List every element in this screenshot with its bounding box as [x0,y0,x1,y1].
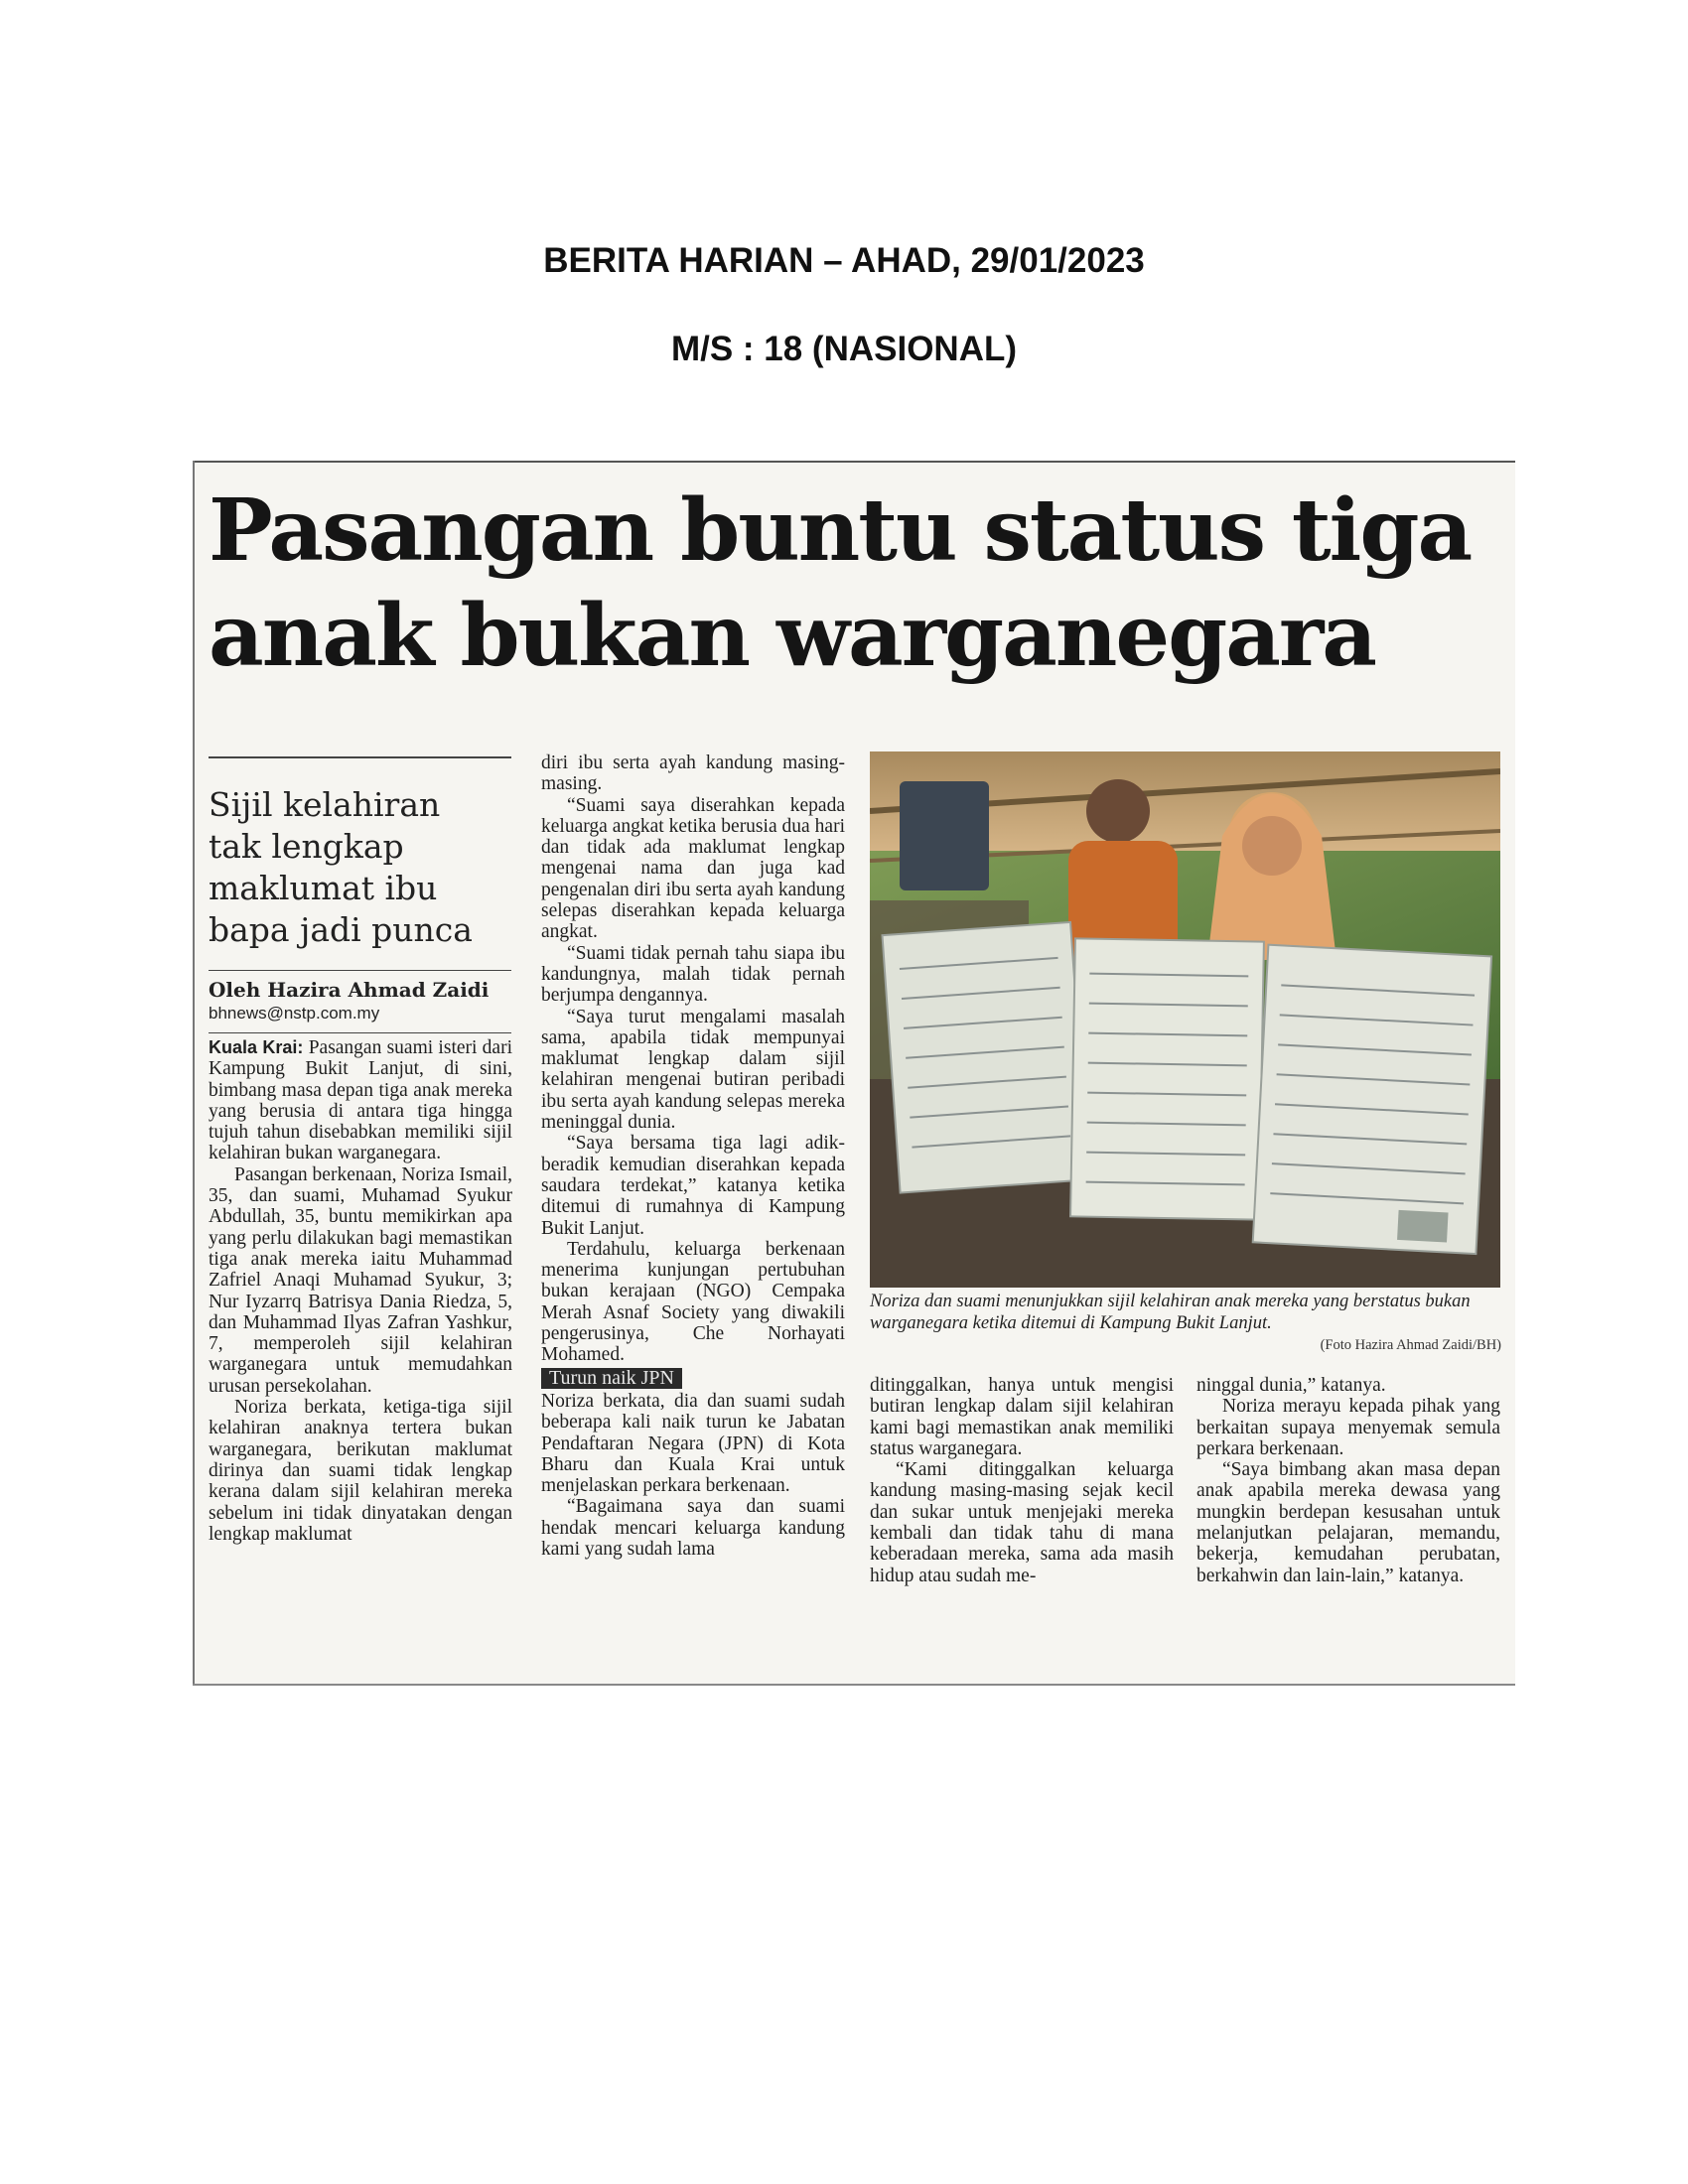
section-subhead: Turun naik JPN [541,1368,682,1389]
col2-paragraph-5: Terdahulu, keluarga berkenaan menerima kunjungan pertubuhan bukan kerajaan (NGO) Cempaka Merah Asnaf Society yang diwakili pengerusinya, Che Norhayati Mohamed. [541,1238,845,1366]
photo-illustration [870,751,1500,1288]
col3-paragraph-0: ditinggalkan, hanya untuk mengisi butiran lengkap dalam sijil kelahiran kami bagi memastikan anak memiliki status warganegara. [870,1375,1174,1459]
clipping-left-border [193,461,195,1684]
col2-paragraph-1: “Suami saya diserahkan kepada keluarga angkat ketika berusia dua hari dan tidak ada maklumat lengkap mengenai nama dan juga kad pengenalan diri ibu serta ayah kandung selepas diserahkan kepada keluarga angkat. [541,794,845,943]
article-column-4 [1196,1375,1500,1586]
article-column-2 [541,752,845,1560]
article-column-3 [870,1375,1174,1586]
dateline: Kuala Krai: [209,1037,304,1057]
col4-paragraph-2: “Saya bimbang akan masa depan anak apabila mereka dewasa yang mungkin berdepan kesusahan untuk melanjutkan pelajaran, memandu, bekerja, kemudahan perubatan, berkahwin dan lain-lain,” katanya. [1196,1459,1500,1586]
col1-paragraph-3: Noriza berkata, ketiga-tiga sijil kelahiran anaknya tertera bukan warganegara, berikutan maklumat dirinya dan suami tidak lengkap kerana dalam sijil kelahiran mereka sebelum ini tidak dinyatakan dengan lengkap maklumat [209,1397,512,1545]
column-top-rule [209,1032,511,1033]
photo-caption: Noriza dan suami menunjukkan sijil kelahiran anak mereka yang berstatus bukan warganegara ketika ditemui di Kampung Bukit Lanjut. [870,1292,1471,1333]
article-headline: Pasangan buntu status tiga anak bukan warganegara [209,480,1472,686]
col1-paragraph-2: Pasangan berkenaan, Noriza Ismail, 35, dan suami, Muhamad Syukur Abdullah, 35, buntu memikirkan apa yang perlu dilakukan bagi memastikan tiga anak mereka iaitu Muhammad Zafriel Anaqi Muhamad Syukur, 3; Nur Iyzarrq Batrisya Dania Riedza, 5, dan Muhammad Ilyas Zafran Yashkur, 7, memperoleh sijil kelahiran warganegara untuk memudahkan urusan persekolahan. [209,1163,512,1397]
col2-paragraph-2: “Suami tidak pernah tahu siapa ibu kandungnya, malah tidak pernah berjumpa dengannya. [541,942,845,1007]
author-email: bhnews@nstp.com.my [209,1004,380,1023]
col4-paragraph-0: ninggal dunia,” katanya. [1196,1375,1386,1396]
col1-paragraph-1: Pasangan suami isteri dari Kampung Bukit Lanjut, di sini, bimbang masa depan tiga anak mereka yang berusia di antara tiga hingga tujuh tahun disebabkan memiliki sijil kelahiran bukan warganegara. [209,1037,513,1164]
col2-paragraph-3: “Saya turut mengalami masalah sama, apabila tidak mempunyai maklumat lengkap dalam sijil kelahiran mengenai butiran peribadi ibu serta ayah kandung selepas mereka meninggal dunia. [541,1006,845,1134]
page-header-title: BERITA HARIAN – AHAD, 29/01/2023 [543,241,1145,280]
article-photo [870,751,1500,1288]
byline-rule [209,970,511,971]
col2-paragraph-0: diri ibu serta ayah kandung masing-masing. [541,752,845,795]
photo-credit: (Foto Hazira Ahmad Zaidi/BH) [1320,1337,1501,1353]
article-kicker: Sijil kelahiran tak lengkap maklumat ibu bapa jadi punca [209,785,473,949]
col3-paragraph-1: “Kami ditinggalkan keluarga kandung masing-masing sejak kecil dan sukar untuk menjejaki mereka kembali dan tidak tahu di mana keberadaan mereka, sama ada masih hidup atau sudah me- [870,1459,1174,1586]
col2-paragraph-7: “Bagaimana saya dan suami hendak mencari keluarga kandung kami yang sudah lama [541,1496,845,1560]
col2-paragraph-6: Noriza berkata, dia dan suami sudah beberapa kali naik turun ke Jabatan Pendaftaran Negara (JPN) di Kota Bharu dan Kuala Krai untuk menjelaskan perkara berkenaan. [541,1390,845,1497]
col2-paragraph-4: “Saya bersama tiga lagi adik-beradik kemudian diserahkan kepada saudara terdekat,” katanya ketika ditemui di rumahnya di Kampung Bukit Lanjut. [541,1133,845,1239]
page-header-subtitle: M/S : 18 (NASIONAL) [670,330,1018,368]
col4-paragraph-1: Noriza merayu kepada pihak yang berkaitan supaya menyemak semula perkara berkenaan. [1196,1396,1500,1459]
article-column-1 [209,1037,512,1545]
article-byline: Oleh Hazira Ahmad Zaidi [209,978,490,1002]
kicker-top-rule [209,756,511,758]
